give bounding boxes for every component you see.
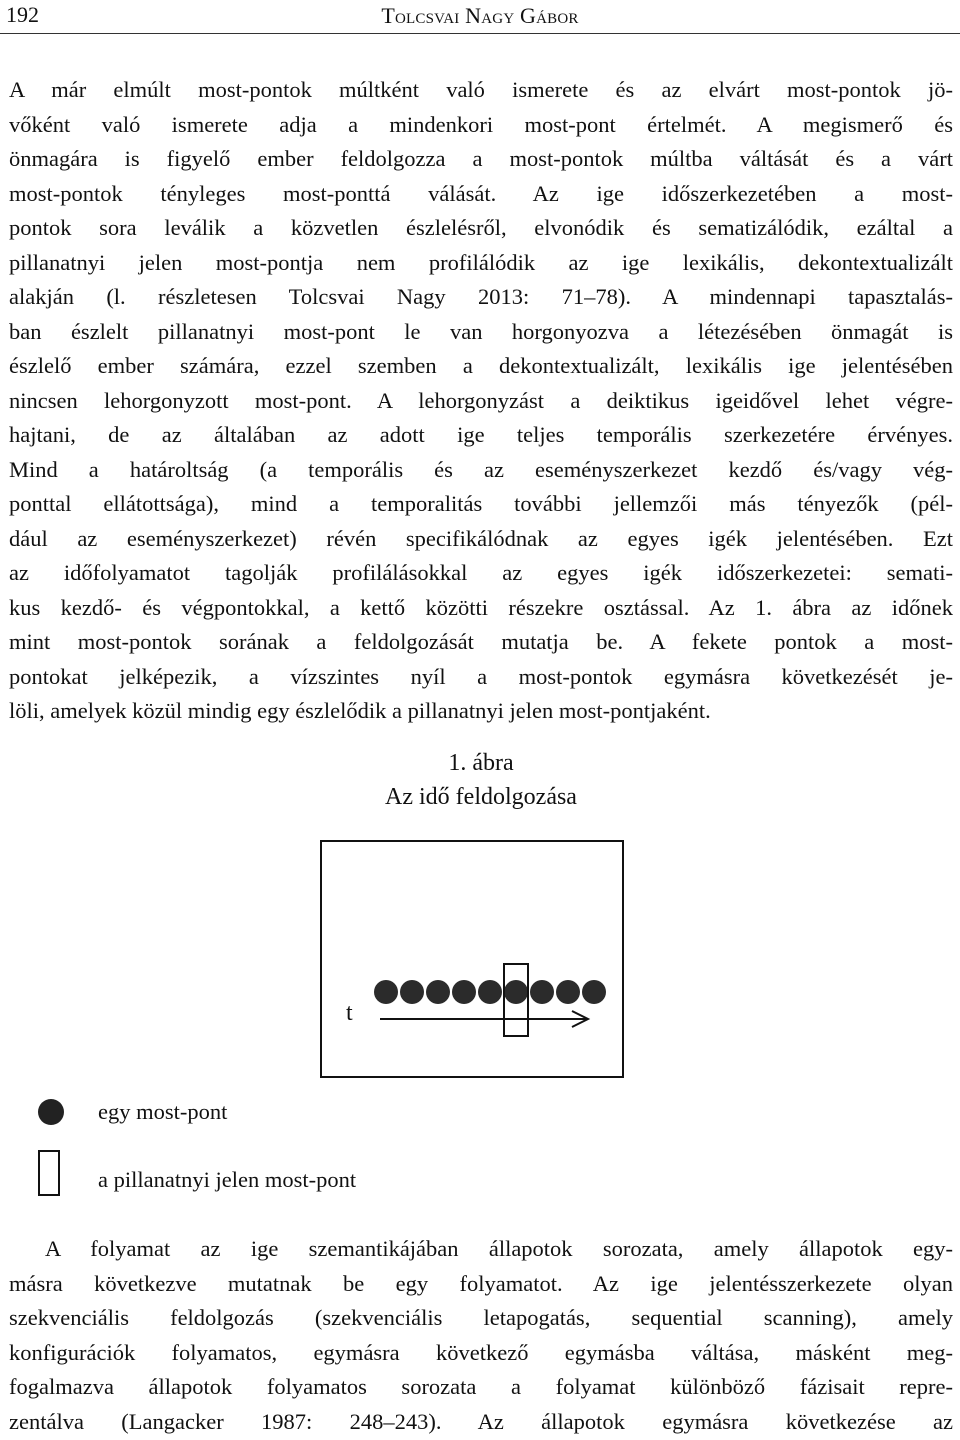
text-line: vőként való ismerete adja a mindenkori most-pont értelmét. A megismerő és bbox=[9, 111, 953, 137]
time-processing-diagram bbox=[322, 842, 626, 1080]
most-pont-dot bbox=[400, 980, 424, 1004]
text-line: önmagára is figyelő ember feldolgozza a most-pontok múltba váltását és a várt bbox=[9, 146, 953, 171]
most-pont-dot-icon bbox=[38, 1099, 64, 1125]
time-axis-label: t bbox=[346, 1000, 353, 1026]
most-pont-dot bbox=[426, 980, 450, 1004]
text-line: most-pontok tényleges most-ponttá válását. Az ige időszerkezetében a most- bbox=[9, 180, 953, 206]
legend-label-jelen: a pillanatnyi jelen most-pont bbox=[98, 1167, 357, 1192]
most-pont-dot bbox=[374, 980, 398, 1004]
legend-item-jelen bbox=[38, 1150, 638, 1200]
text-line: hajtani, de az általában az adott ige teljes temporális szerkezetére érvényes. bbox=[9, 422, 953, 447]
text-line: A már elmúlt most-pontok múltként való ismerete és az elvárt most-pontok jö- bbox=[9, 77, 953, 102]
paragraph-2 bbox=[9, 1232, 953, 1439]
most-pont-dot bbox=[478, 980, 502, 1004]
legend-label-most-pont: egy most-pont bbox=[98, 1099, 228, 1124]
header-rule bbox=[0, 33, 960, 34]
text-line: pontok sora leválik a közvetlen észlelésről, elvonódik és sematizálódik, ezáltal a bbox=[9, 215, 953, 240]
text-line: észlelő ember számára, ezzel szemben a dekontextualizált, lexikális ige jelentésében bbox=[9, 353, 953, 378]
text-line: szekvenciális feldolgozás (szekvenciális letapogatás, sequential scanning), amely bbox=[9, 1305, 953, 1330]
text-line: ban észlelt pillanatnyi most-pont le van horgonyozva a létezésében önmagát is bbox=[9, 318, 953, 344]
text-line: Mind a határoltság (a temporális és az eseményszerkezet kezdő és/vagy vég- bbox=[9, 456, 953, 482]
figure-number: 1. ábra bbox=[448, 750, 514, 776]
most-pont-dot bbox=[504, 980, 528, 1004]
paragraph-1 bbox=[9, 73, 953, 729]
text-line: A folyamat az ige szemantikájában állapotok sorozata, amely állapotok egy- bbox=[45, 1236, 953, 1261]
most-pont-dot bbox=[582, 980, 606, 1004]
text-line: konfigurációk folyamatos, egymásra következő egymásba váltása, másként meg- bbox=[9, 1339, 953, 1365]
text-line: pontokat jelképezik, a vízszintes nyíl a most-pontok egymásra következését je- bbox=[9, 663, 953, 689]
text-line: zentálva (Langacker 1987: 248–243). Az állapotok egymásra következése az bbox=[9, 1408, 953, 1434]
most-pont-dot bbox=[452, 980, 476, 1004]
figure-frame bbox=[320, 840, 624, 1078]
running-head-author: Tolcsvai Nagy Gábor bbox=[381, 3, 579, 28]
running-header bbox=[0, 0, 960, 34]
text-line: dául az eseményszerkezet) révén specifikálódnak az egyes igék jelentésében. Ezt bbox=[9, 525, 953, 551]
text-line: kus kezdő- és végpontokkal, a kettő közötti részekre osztással. Az 1. ábra az időnek bbox=[9, 594, 953, 620]
figure-title: Az idő feldolgozása bbox=[385, 784, 577, 810]
text-line: mint most-pontok sorának a feldolgozását mutatja be. A fekete pontok a most- bbox=[9, 629, 953, 654]
most-pont-dot bbox=[556, 980, 580, 1004]
most-pont-dot bbox=[530, 980, 554, 1004]
page-number: 192 bbox=[6, 2, 39, 27]
text-line: másra következve mutatnak be egy folyamatot. Az ige jelentésszerkezete olyan bbox=[9, 1270, 953, 1296]
text-line: az időfolyamatot tagolják profilálásokkal az egyes igék időszerkezetei: semati- bbox=[9, 560, 953, 585]
text-line: fogalmazva állapotok folyamatos sorozata a folyamat különböző fázisait repre- bbox=[9, 1374, 953, 1399]
text-line: nincsen lehorgonyzott most-pont. A lehorgonyzást a deiktikus igeidővel lehet végre- bbox=[9, 387, 953, 413]
legend-item-most-pont bbox=[38, 1096, 638, 1146]
text-line: löli, amelyek közül mindig egy észlelődik a pillanatnyi jelen most-pontjaként. bbox=[9, 698, 711, 723]
text-line: alakján (l. részletesen Tolcsvai Nagy 2013: 71–78). A mindennapi tapasztalás- bbox=[9, 284, 953, 309]
text-line: pillanatnyi jelen most-pontja nem profilálódik az ige lexikális, dekontextualizált bbox=[9, 249, 953, 275]
current-moment-box-icon bbox=[38, 1150, 60, 1196]
text-line: ponttal ellátottsága), mind a temporalitás további jellemzői más tényezők (pél- bbox=[9, 491, 953, 516]
